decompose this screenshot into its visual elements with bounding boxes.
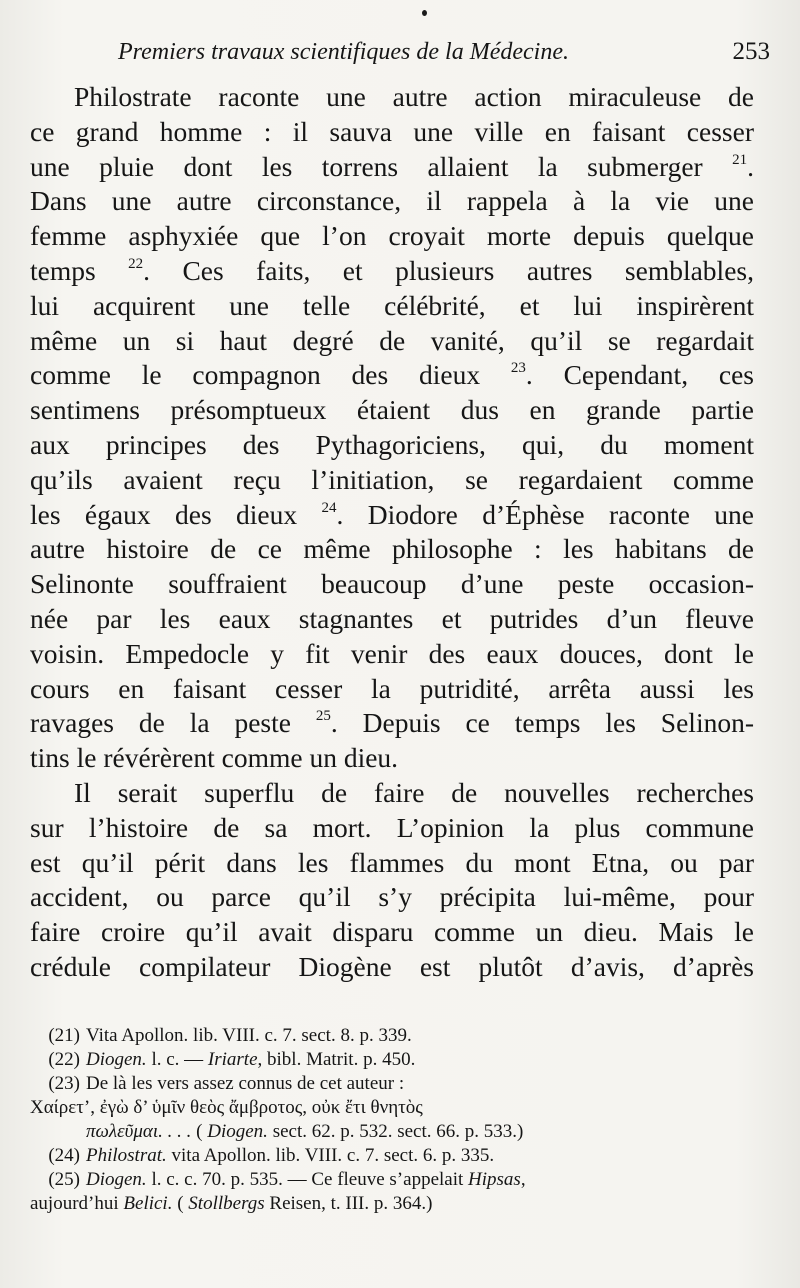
text-line: sentimens présomptueux étaient dus en grande partie [30, 394, 754, 426]
footnote-citation: Diogen. [207, 1121, 268, 1142]
footnote-ref-24: 24 [321, 499, 337, 516]
footnote-number: (21) [48, 1025, 80, 1046]
main-text [30, 80, 754, 985]
footnote-24 [30, 1144, 770, 1168]
footnote-citation: Iriarte [207, 1049, 258, 1070]
footnote-ref-25: 25 [315, 708, 331, 725]
text-segment: une pluie dont les torrens allaient la submerger [30, 150, 703, 182]
footnote-text: , [520, 1169, 526, 1190]
footnote-text: l. c. — [146, 1049, 208, 1070]
page-number: 253 [732, 38, 770, 65]
text-line: autre histoire de ce même philosophe : les habitans de [30, 533, 754, 565]
footnote-number: (23) [48, 1073, 80, 1094]
footnote-text: aujourd’hui [30, 1193, 124, 1214]
text-line: née par les eaux stagnantes et putrides d’un fleuve [30, 602, 754, 634]
footnote-ref-22: 22 [128, 255, 144, 272]
footnote-text: De là les vers assez connus de cet auteur : [86, 1073, 405, 1094]
text-segment: . Diodore d’Éphèse raconte une [336, 498, 754, 530]
text-line: Philostrate raconte une autre action miraculeuse de [74, 81, 754, 112]
text-line: faire croire qu’il avait disparu comme un dieu. Mais le [30, 916, 754, 948]
footnote-citation: Diogen. [86, 1169, 147, 1190]
footnote-text: sect. 62. p. 532. sect. 66. p. 533.) [267, 1121, 524, 1142]
footnote-text: vita Apollon. lib. VIII. c. 7. sect. 6. p. 335. [166, 1145, 495, 1166]
footnote-text: l. c. c. 70. p. 535. — Ce fleuve s’appelait [146, 1169, 469, 1190]
footnote-23-greek-verse [30, 1096, 770, 1120]
footnote-ref-23: 23 [510, 360, 526, 377]
text-segment: les égaux des dieux [30, 498, 298, 530]
paragraph-2 [30, 776, 754, 985]
footnote-21 [30, 1024, 770, 1048]
footnote-citation: Philostrat. [86, 1145, 167, 1166]
text-segment: ravages de la peste [30, 707, 291, 739]
footnote-citation: Hipsas [468, 1169, 521, 1190]
running-title: Premiers travaux scientifiques de la Médecine. [118, 39, 569, 65]
footnote-number: (22) [48, 1049, 80, 1070]
text-line: Dans une autre circonstance, il rappela à la vie une [30, 185, 754, 217]
footnote-25-continuation [30, 1192, 770, 1216]
text-line: aux principes des Pythagoriciens, qui, du moment [30, 428, 754, 460]
footnote-text: ( [191, 1121, 208, 1142]
text-line: ce grand homme : il sauva une ville en faisant cesser [30, 115, 754, 147]
footnote-22 [30, 1048, 770, 1072]
footnote-citation: Belici. [123, 1193, 173, 1214]
footnote-citation: Diogen. [86, 1049, 147, 1070]
text-line [30, 706, 754, 741]
text-line: accident, ou parce qu’il s’y précipita lui-même, pour [30, 881, 754, 913]
footnote-number: (25) [48, 1169, 80, 1190]
text-line: sur l’histoire de sa mort. L’opinion la plus commune [30, 811, 754, 843]
footnote-citation: Stollbergs [188, 1193, 265, 1214]
footnote-23 [30, 1072, 770, 1096]
greek-verse: πωλεῦμαι. . . . [86, 1121, 192, 1142]
footnote-25 [30, 1168, 770, 1192]
text-line: qu’ils avaient reçu l’initiation, se regardaient comme [30, 463, 754, 495]
text-line [30, 358, 754, 393]
paragraph-1 [30, 80, 754, 776]
footnote-text: Reisen, t. III. p. 364.) [264, 1193, 433, 1214]
text-line: lui acquirent une telle célébrité, et lui inspirèrent [30, 289, 754, 321]
text-segment: temps [30, 254, 96, 286]
text-segment: . Ces faits, et plusieurs autres semblables, [143, 254, 754, 286]
text-line: crédule compilateur Diogène est plutôt d’avis, d’après [30, 950, 754, 982]
footnotes [30, 1024, 770, 1216]
greek-verse: Χαίρετ’, ἐγὼ δ’ ὑμῖν θεὸς ἄμβροτος, οὐκ ἔτι θνητὸς [30, 1097, 423, 1118]
text-line: tins le révérèrent comme un dieu. [30, 742, 399, 774]
text-line: femme asphyxiée que l’on croyait morte depuis quelque [30, 220, 754, 252]
footnote-number: (24) [48, 1145, 80, 1166]
text-line: voisin. Empedocle y fit venir des eaux douces, dont le [30, 637, 754, 669]
text-line: cours en faisant cesser la putridité, arrêta aussi les [30, 672, 754, 704]
text-line: Il serait superflu de faire de nouvelles recherches [74, 776, 754, 808]
text-segment: . Cependant, ces [525, 359, 754, 391]
text-line: une pluie dont les torrens allaient la submerger $^{21}$. [30, 150, 755, 182]
footnote-text: , bibl. Matrit. p. 450. [257, 1049, 416, 1070]
footnote-text: Vita Apollon. lib. VIII. c. 7. sect. 8. p. 339. [86, 1025, 412, 1046]
footnote-ref-21: 21 [732, 151, 748, 168]
text-line [30, 498, 754, 533]
printer-mark [422, 10, 427, 16]
text-line: même un si haut degré de vanité, qu’il se regardait [30, 324, 754, 356]
footnote-text: ( [172, 1193, 189, 1214]
footnote-23-continuation [30, 1120, 770, 1144]
text-segment: comme le compagnon des dieux [30, 359, 481, 391]
text-line: est qu’il périt dans les flammes du mont Etna, ou par [30, 846, 754, 878]
text-line [30, 254, 754, 289]
running-header [118, 36, 770, 68]
text-segment: . Depuis ce temps les Selinon- [330, 707, 754, 739]
text-line: Selinonte souffraient beaucoup d’une peste occasion- [30, 568, 754, 600]
